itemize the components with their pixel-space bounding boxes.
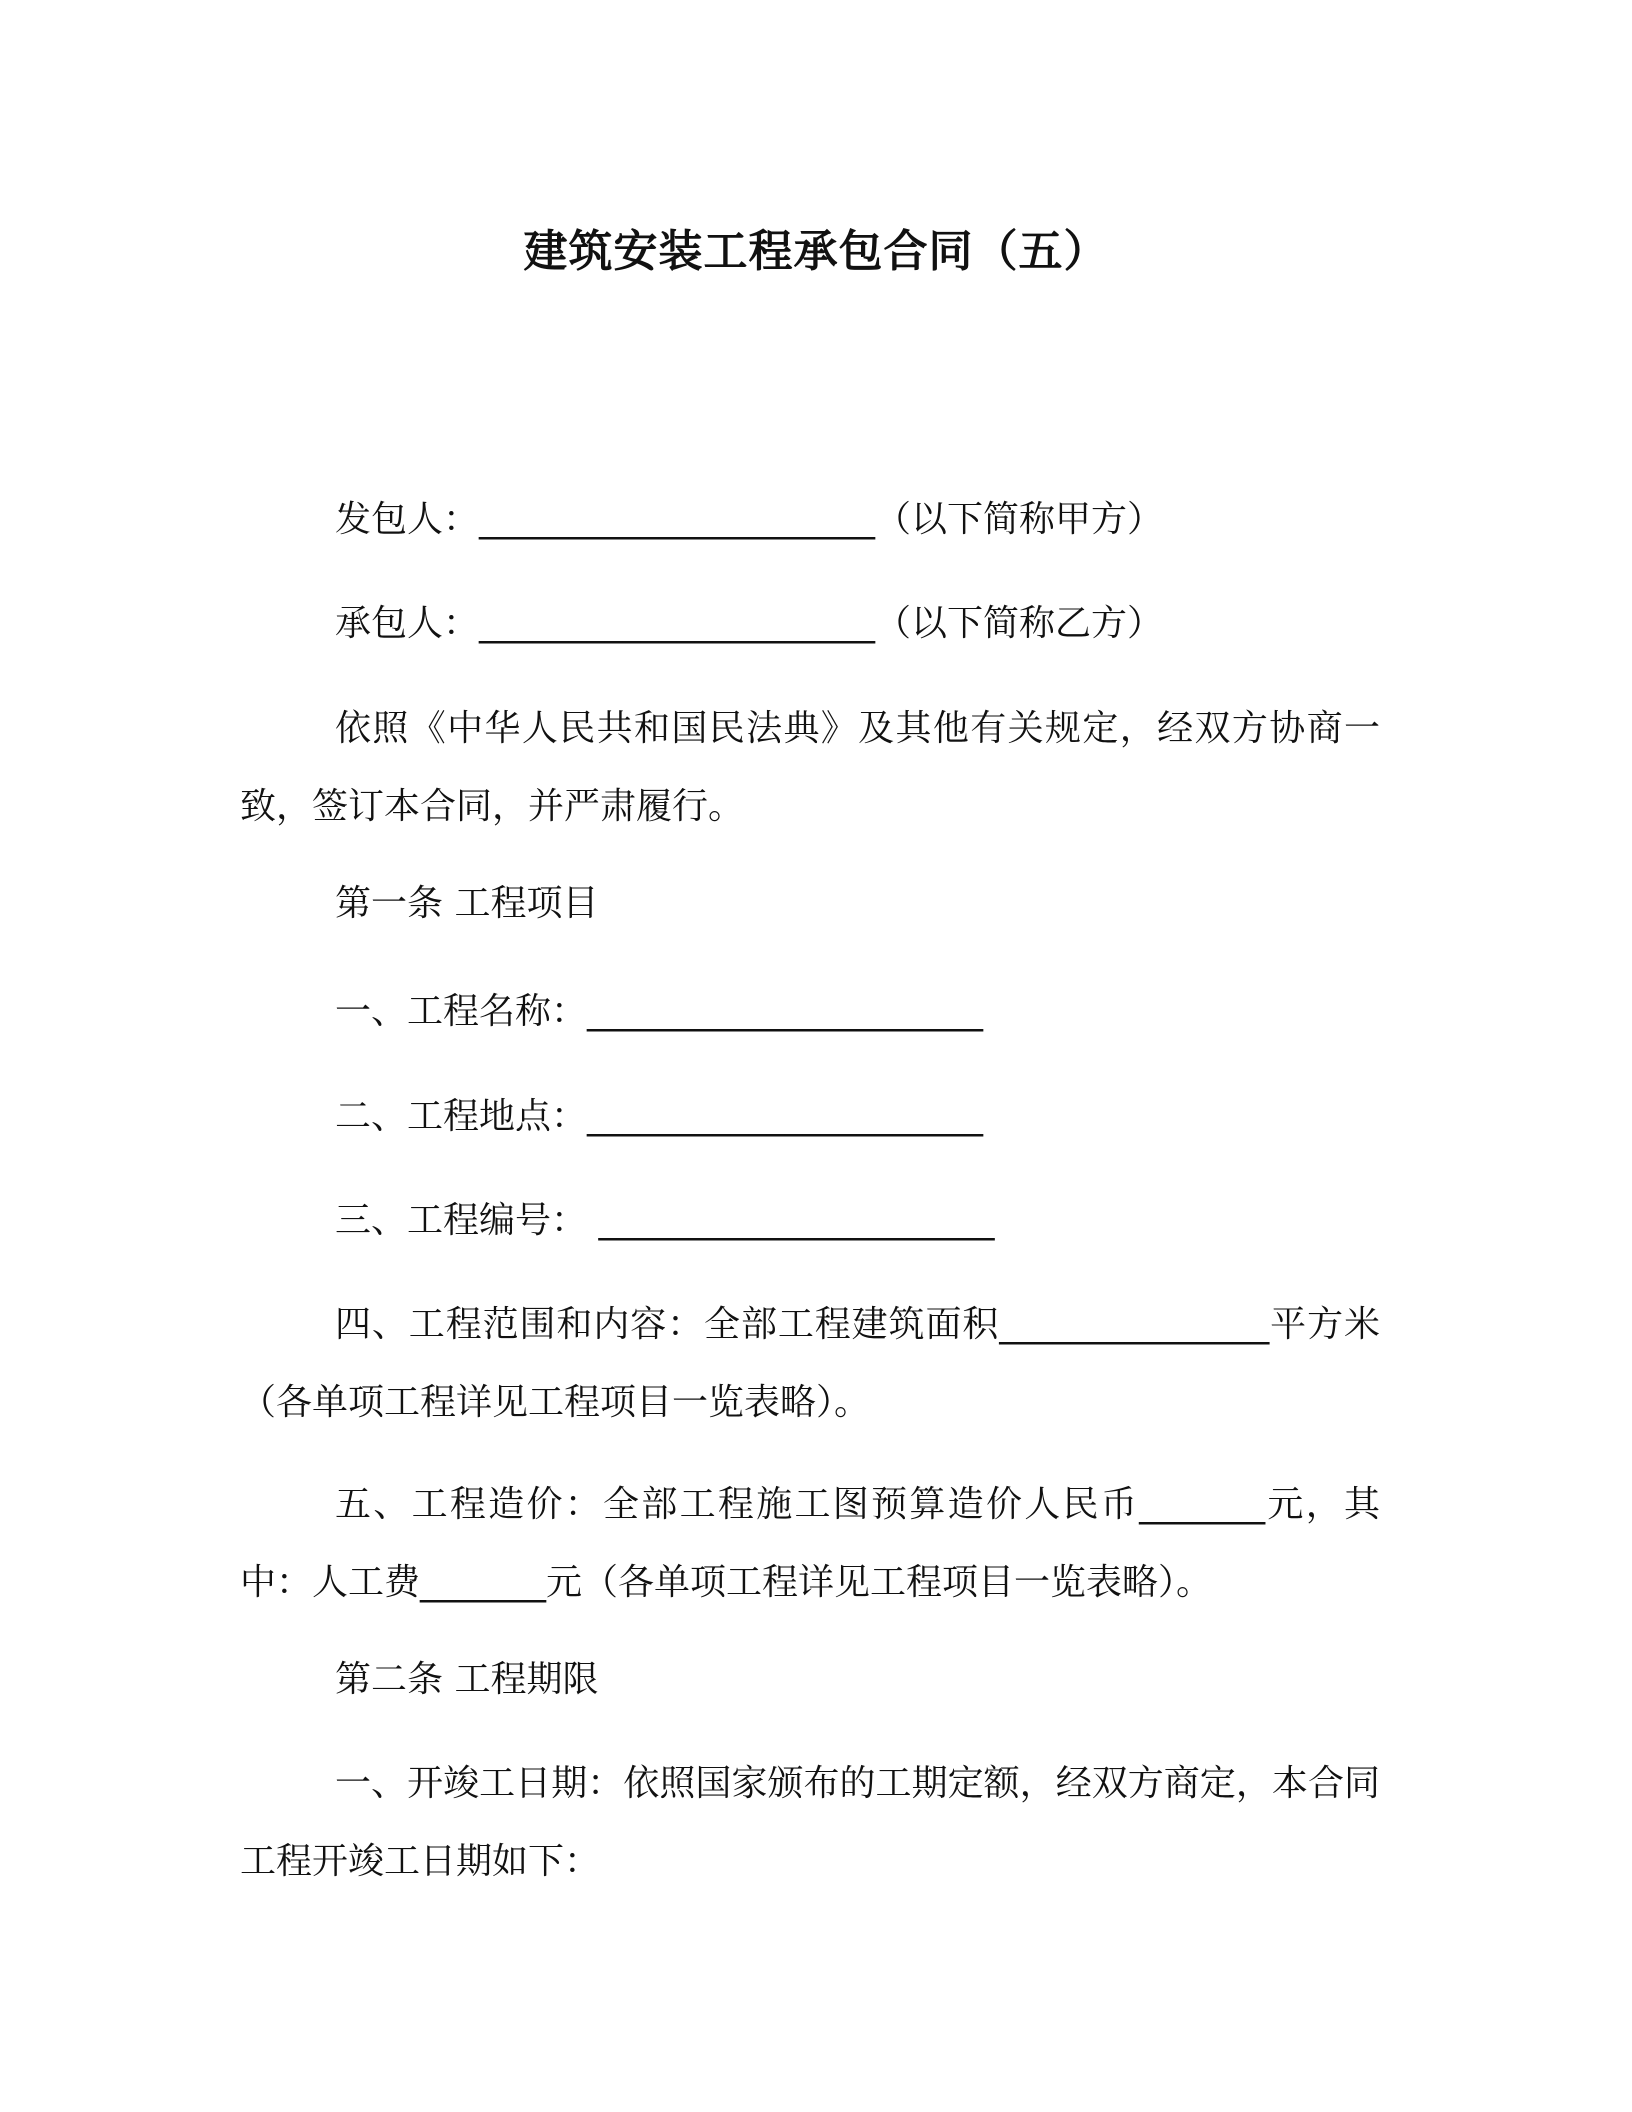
party-a-line: 发包人：______________________（以下简称甲方） [335,499,1164,540]
start-end-date-paragraph: 一、开竣工日期：依照国家颁布的工期定额，经双方商定，本合同工程开竣工日期如下： [240,1763,1380,1882]
project-name-line: 一、工程名称：______________________ [335,991,984,1032]
intro-paragraph: 依照《中华人民共和国民法典》及其他有关规定，经双方协商一致，签订本合同，并严肃履行。 [240,708,1380,827]
project-scope-paragraph: 四、工程范围和内容：全部工程建筑面积_______________平方米（各单项工程详见工程项目一览表略）。 [240,1304,1380,1423]
party-b-line: 承包人：______________________（以下简称乙方） [335,603,1164,644]
project-cost-paragraph: 五、工程造价：全部工程施工图预算造价人民币_______元，其中：人工费_______元（各单项工程详见工程项目一览表略）。 [240,1484,1380,1603]
article-2-heading: 第二条 工程期限 [335,1659,599,1700]
article-1-heading: 第一条 工程项目 [335,883,599,924]
project-number-line: 三、工程编号： ______________________ [335,1200,995,1241]
project-location-line: 二、工程地点：______________________ [335,1096,984,1137]
document-title: 建筑安装工程承包合同（五） [523,226,1109,277]
